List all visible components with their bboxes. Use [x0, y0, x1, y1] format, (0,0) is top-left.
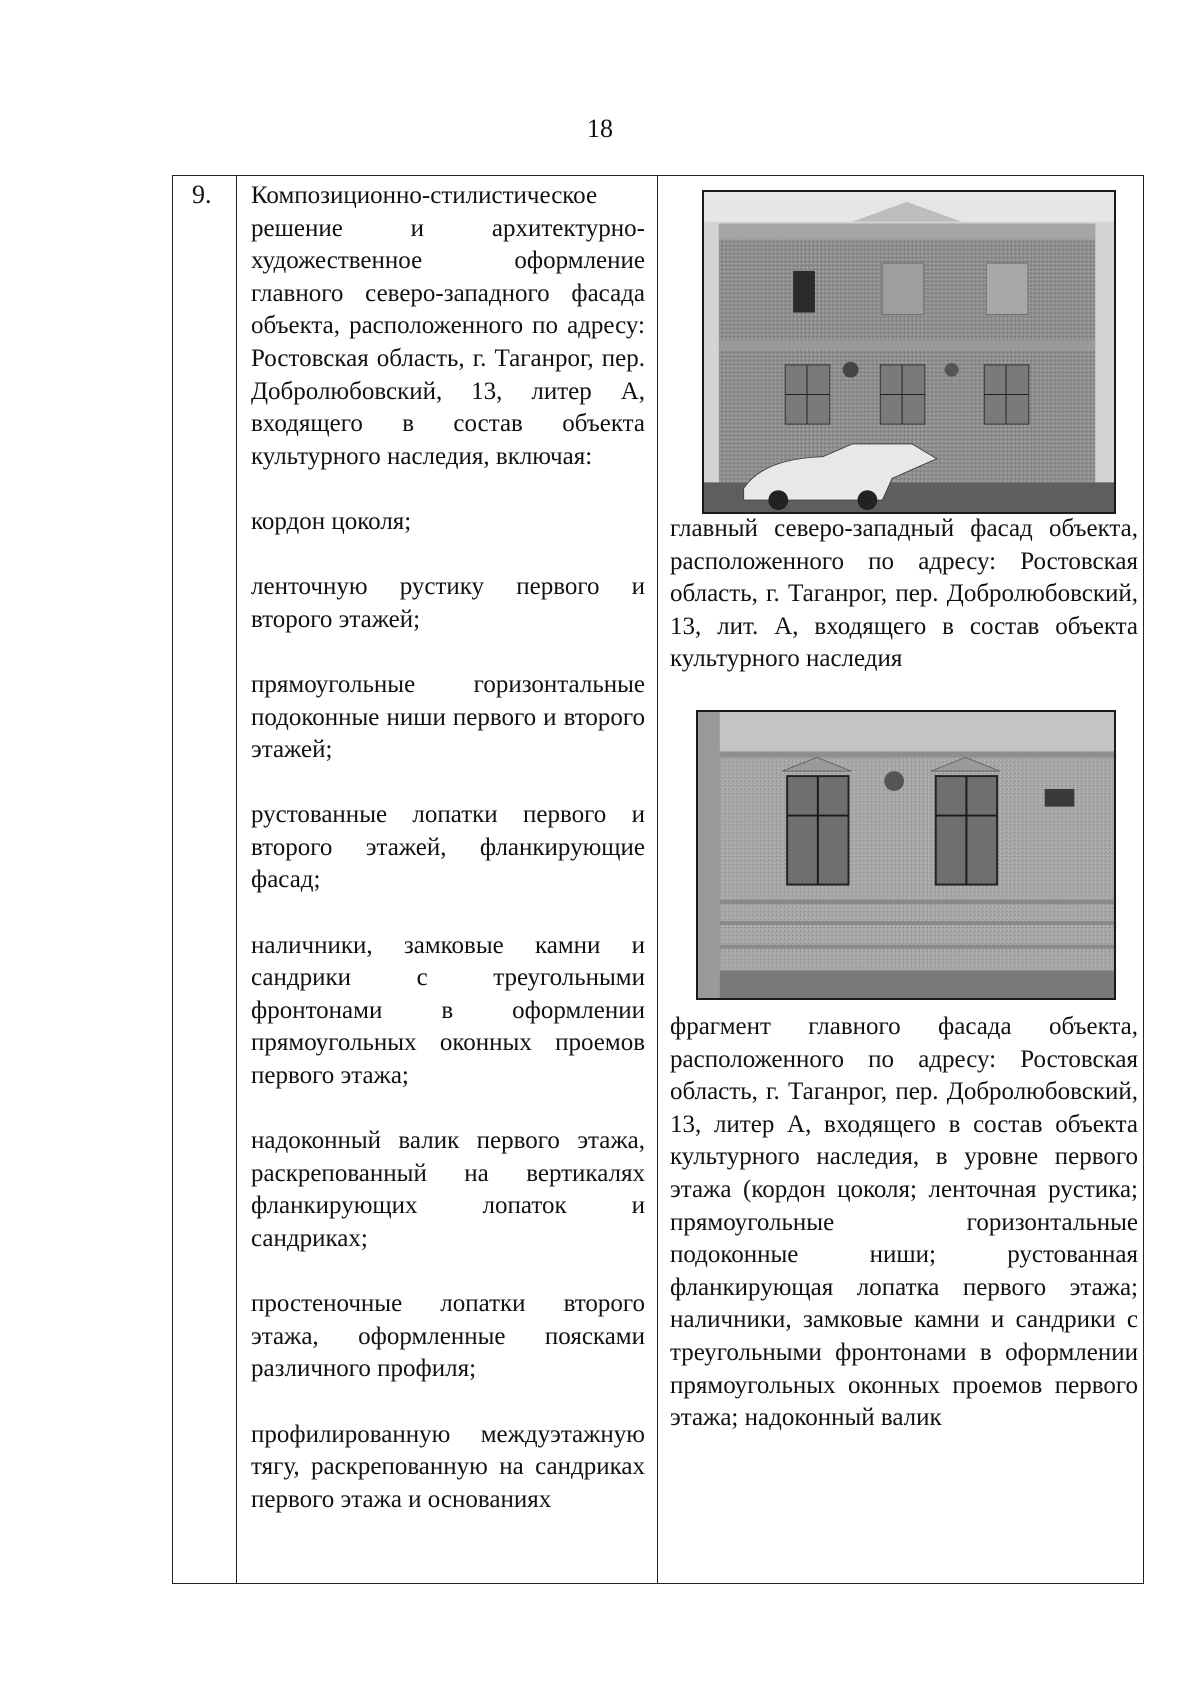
feature-item: профилированную междуэтажную тягу, раскрепованную на сандриках первого этажа и основаниях: [251, 1420, 645, 1513]
feature-item: надоконный валик первого этажа, раскрепованный на вертикалях фланкирующих лопаток и сандриках;: [251, 1127, 645, 1252]
facade-fragment-photo: [696, 710, 1116, 1000]
protected-features-list: [251, 180, 645, 1549]
feature-item: прямоугольные горизонтальные подоконные ниши первого и второго этажей;: [251, 670, 645, 764]
page-number: 18: [587, 114, 613, 143]
column-divider-1: [236, 176, 237, 1583]
feature-item: простеночные лопатки второго этажа, оформленные поясками различного профиля;: [251, 1290, 645, 1383]
feature-item: ленточную рустику первого и второго этажей;: [251, 573, 645, 633]
facade-photo: [702, 190, 1116, 514]
feature-item: рустованные лопатки первого и второго этажей, фланкирующие фасад;: [251, 801, 645, 894]
feature-lead-text: Композиционно-стилистическое решение и архитектурно-художественное оформление главного северо-западного фасада объекта, расположенного по адресу: Ростовская область, г. Таганрог, пер. Добролюбовский, 13, литер А, входящего в состав объекта культурного наследия, включая:: [251, 182, 645, 470]
feature-item: наличники, замковые камни и сандрики с треугольными фронтонами в оформлении прямоугольных оконных проемов первого этажа;: [251, 931, 645, 1090]
facade-photo-caption: главный северо-западный фасад объекта, расположенного по адресу: Ростовская область, г. Таганрог, пер. Добролюбовский, 13, лит. А, входящего в состав объекта культурного наследия: [670, 515, 1138, 673]
heritage-table: [172, 175, 1144, 1584]
column-divider-2: [657, 176, 658, 1583]
row-number: 9.: [192, 180, 212, 209]
feature-item: кордон цоколя;: [251, 507, 412, 535]
facade-fragment-caption: фрагмент главного фасада объекта, расположенного по адресу: Ростовская область, г. Таганрог, пер. Добролюбовский, 13, литер А, входящего в состав объекта культурного наследия, в уровне первого этажа (кордон цоколя; ленточная рустика; прямоугольные горизонтальные подоконные ниши; рустованная фланкирующая лопатка первого этажа; наличники, замковые камни и сандрики с треугольными фронтонами в оформлении прямоугольных оконных проемов первого этажа; надоконный валик: [670, 1013, 1138, 1432]
